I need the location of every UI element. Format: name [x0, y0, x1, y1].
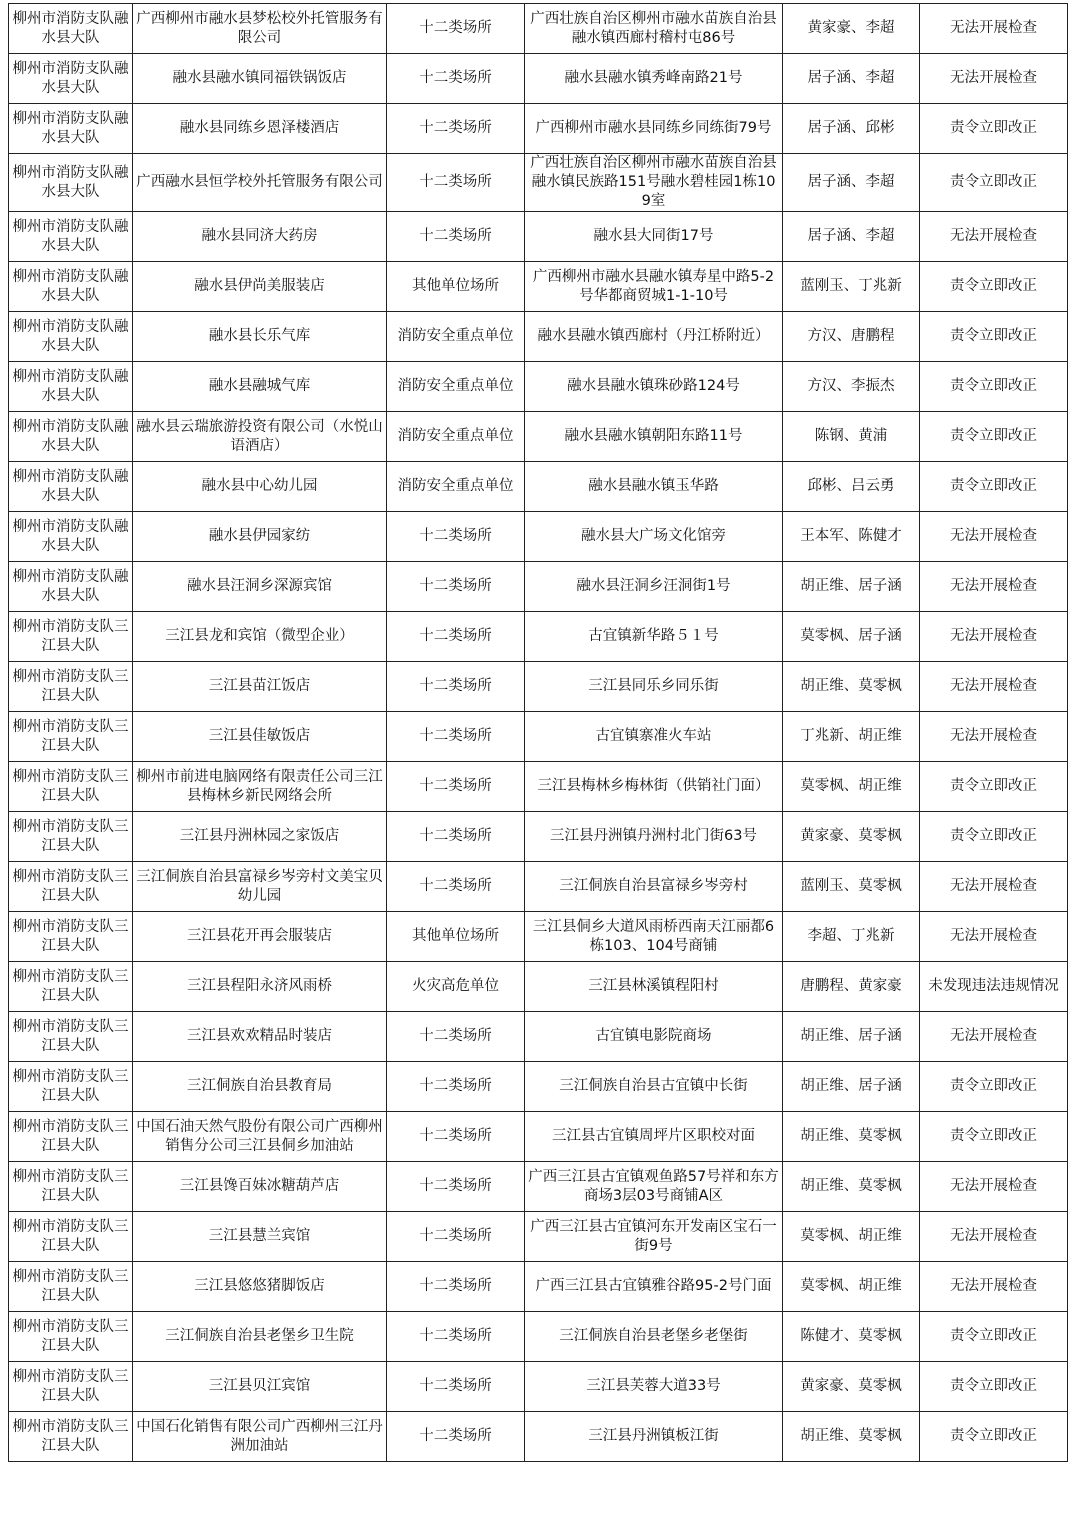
site-type-cell: 十二类场所 [387, 1212, 525, 1262]
result-cell: 责令立即改正 [920, 1112, 1068, 1162]
inspectors-cell: 莫零枫、胡正维 [783, 1212, 920, 1262]
result-cell: 无法开展检查 [920, 1212, 1068, 1262]
unit-name-cell: 三江县龙和宾馆（微型企业） [133, 612, 387, 662]
result-cell: 责令立即改正 [920, 1362, 1068, 1412]
address-cell: 古宜镇电影院商场 [525, 1012, 783, 1062]
inspectors-cell: 胡正维、居子涵 [783, 562, 920, 612]
department-cell: 柳州市消防支队三江县大队 [9, 612, 133, 662]
unit-name-cell: 三江县悠悠猪脚饭店 [133, 1262, 387, 1312]
address-cell: 三江县丹洲镇丹洲村北门街63号 [525, 812, 783, 862]
department-cell: 柳州市消防支队三江县大队 [9, 1262, 133, 1312]
address-cell: 三江县林溪镇程阳村 [525, 962, 783, 1012]
result-cell: 无法开展检查 [920, 4, 1068, 54]
table-row [9, 154, 1068, 212]
address-cell: 广西壮族自治区柳州市融水苗族自治县融水镇西廊村稽村屯86号 [525, 4, 783, 54]
department-cell: 柳州市消防支队三江县大队 [9, 912, 133, 962]
unit-name-cell: 柳州市前进电脑网络有限责任公司三江县梅林乡新民网络会所 [133, 762, 387, 812]
table-row [9, 812, 1068, 862]
table-row [9, 1012, 1068, 1062]
inspectors-cell: 黄家豪、莫零枫 [783, 812, 920, 862]
result-cell: 责令立即改正 [920, 312, 1068, 362]
site-type-cell: 十二类场所 [387, 4, 525, 54]
table-row [9, 212, 1068, 262]
inspectors-cell: 陈钢、黄浦 [783, 412, 920, 462]
department-cell: 柳州市消防支队三江县大队 [9, 1162, 133, 1212]
inspectors-cell: 黄家豪、莫零枫 [783, 1362, 920, 1412]
table-row [9, 1212, 1068, 1262]
inspectors-cell: 居子涵、李超 [783, 212, 920, 262]
department-cell: 柳州市消防支队三江县大队 [9, 1412, 133, 1462]
inspectors-cell: 蓝刚玉、丁兆新 [783, 262, 920, 312]
table-row [9, 962, 1068, 1012]
site-type-cell: 十二类场所 [387, 1362, 525, 1412]
unit-name-cell: 融水县伊尚美服装店 [133, 262, 387, 312]
table-row [9, 912, 1068, 962]
inspectors-cell: 胡正维、居子涵 [783, 1062, 920, 1112]
site-type-cell: 十二类场所 [387, 1412, 525, 1462]
inspectors-cell: 丁兆新、胡正维 [783, 712, 920, 762]
result-cell: 无法开展检查 [920, 712, 1068, 762]
site-type-cell: 消防安全重点单位 [387, 412, 525, 462]
address-cell: 古宜镇寨准火车站 [525, 712, 783, 762]
department-cell: 柳州市消防支队三江县大队 [9, 762, 133, 812]
address-cell: 融水县融水镇西廊村（丹江桥附近） [525, 312, 783, 362]
table-body [9, 4, 1068, 1462]
department-cell: 柳州市消防支队三江县大队 [9, 812, 133, 862]
address-cell: 广西三江县古宜镇观鱼路57号祥和东方商场3层03号商铺A区 [525, 1162, 783, 1212]
table-row [9, 1362, 1068, 1412]
table-row [9, 1412, 1068, 1462]
site-type-cell: 十二类场所 [387, 1012, 525, 1062]
table-row [9, 712, 1068, 762]
inspectors-cell: 莫零枫、胡正维 [783, 762, 920, 812]
inspectors-cell: 胡正维、莫零枫 [783, 662, 920, 712]
inspectors-cell: 陈健才、莫零枫 [783, 1312, 920, 1362]
result-cell: 无法开展检查 [920, 512, 1068, 562]
result-cell: 责令立即改正 [920, 154, 1068, 212]
result-cell: 责令立即改正 [920, 1412, 1068, 1462]
address-cell: 广西三江县古宜镇雅谷路95-2号门面 [525, 1262, 783, 1312]
department-cell: 柳州市消防支队三江县大队 [9, 1362, 133, 1412]
address-cell: 融水县融水镇朝阳东路11号 [525, 412, 783, 462]
inspectors-cell: 方汉、唐鹏程 [783, 312, 920, 362]
result-cell: 责令立即改正 [920, 104, 1068, 154]
result-cell: 无法开展检查 [920, 612, 1068, 662]
site-type-cell: 消防安全重点单位 [387, 312, 525, 362]
table-row [9, 262, 1068, 312]
result-cell: 责令立即改正 [920, 1312, 1068, 1362]
address-cell: 融水县汪洞乡汪洞街1号 [525, 562, 783, 612]
table-row [9, 1112, 1068, 1162]
department-cell: 柳州市消防支队三江县大队 [9, 862, 133, 912]
address-cell: 三江县丹洲镇板江街 [525, 1412, 783, 1462]
site-type-cell: 十二类场所 [387, 1162, 525, 1212]
site-type-cell: 十二类场所 [387, 862, 525, 912]
table-row [9, 412, 1068, 462]
address-cell: 广西壮族自治区柳州市融水苗族自治县融水镇民族路151号融水碧桂园1栋109室 [525, 154, 783, 212]
department-cell: 柳州市消防支队融水县大队 [9, 362, 133, 412]
site-type-cell: 其他单位场所 [387, 262, 525, 312]
department-cell: 柳州市消防支队三江县大队 [9, 712, 133, 762]
table-row [9, 1162, 1068, 1212]
site-type-cell: 十二类场所 [387, 812, 525, 862]
unit-name-cell: 三江县贝江宾馆 [133, 1362, 387, 1412]
result-cell: 责令立即改正 [920, 812, 1068, 862]
table-row [9, 612, 1068, 662]
table-row [9, 362, 1068, 412]
address-cell: 三江侗族自治县古宜镇中长街 [525, 1062, 783, 1112]
address-cell: 古宜镇新华路５１号 [525, 612, 783, 662]
department-cell: 柳州市消防支队融水县大队 [9, 512, 133, 562]
department-cell: 柳州市消防支队三江县大队 [9, 1112, 133, 1162]
site-type-cell: 十二类场所 [387, 54, 525, 104]
table-row [9, 1062, 1068, 1112]
result-cell: 无法开展检查 [920, 212, 1068, 262]
unit-name-cell: 广西柳州市融水县梦松校外托管服务有限公司 [133, 4, 387, 54]
inspectors-cell: 方汉、李振杰 [783, 362, 920, 412]
department-cell: 柳州市消防支队三江县大队 [9, 662, 133, 712]
site-type-cell: 火灾高危单位 [387, 962, 525, 1012]
unit-name-cell: 三江县花开再会服装店 [133, 912, 387, 962]
table-row [9, 562, 1068, 612]
inspectors-cell: 胡正维、莫零枫 [783, 1162, 920, 1212]
table-row [9, 54, 1068, 104]
department-cell: 柳州市消防支队融水县大队 [9, 412, 133, 462]
unit-name-cell: 三江侗族自治县富禄乡岑旁村文美宝贝幼儿园 [133, 862, 387, 912]
result-cell: 无法开展检查 [920, 562, 1068, 612]
department-cell: 柳州市消防支队融水县大队 [9, 562, 133, 612]
result-cell: 无法开展检查 [920, 862, 1068, 912]
result-cell: 责令立即改正 [920, 262, 1068, 312]
unit-name-cell: 三江县苗江饭店 [133, 662, 387, 712]
address-cell: 融水县大同街17号 [525, 212, 783, 262]
unit-name-cell: 融水县融水镇同福铁锅饭店 [133, 54, 387, 104]
department-cell: 柳州市消防支队三江县大队 [9, 1312, 133, 1362]
unit-name-cell: 三江县欢欢精品时装店 [133, 1012, 387, 1062]
address-cell: 融水县融水镇秀峰南路21号 [525, 54, 783, 104]
address-cell: 融水县融水镇珠砂路124号 [525, 362, 783, 412]
site-type-cell: 十二类场所 [387, 212, 525, 262]
inspectors-cell: 胡正维、居子涵 [783, 1012, 920, 1062]
site-type-cell: 其他单位场所 [387, 912, 525, 962]
address-cell: 三江县梅林乡梅林街（供销社门面） [525, 762, 783, 812]
unit-name-cell: 中国石化销售有限公司广西柳州三江丹洲加油站 [133, 1412, 387, 1462]
site-type-cell: 十二类场所 [387, 104, 525, 154]
result-cell: 责令立即改正 [920, 462, 1068, 512]
inspectors-cell: 莫零枫、居子涵 [783, 612, 920, 662]
unit-name-cell: 三江县佳敏饭店 [133, 712, 387, 762]
site-type-cell: 十二类场所 [387, 1062, 525, 1112]
result-cell: 无法开展检查 [920, 1262, 1068, 1312]
inspectors-cell: 莫零枫、胡正维 [783, 1262, 920, 1312]
site-type-cell: 十二类场所 [387, 712, 525, 762]
unit-name-cell: 融水县中心幼儿园 [133, 462, 387, 512]
department-cell: 柳州市消防支队融水县大队 [9, 212, 133, 262]
result-cell: 无法开展检查 [920, 912, 1068, 962]
unit-name-cell: 融水县长乐气库 [133, 312, 387, 362]
address-cell: 广西柳州市融水县融水镇寿星中路5-2号华都商贸城1-1-10号 [525, 262, 783, 312]
address-cell: 三江县同乐乡同乐街 [525, 662, 783, 712]
table-row [9, 512, 1068, 562]
unit-name-cell: 三江县程阳永济风雨桥 [133, 962, 387, 1012]
unit-name-cell: 三江侗族自治县老堡乡卫生院 [133, 1312, 387, 1362]
unit-name-cell: 三江县馋百妹冰糖葫芦店 [133, 1162, 387, 1212]
unit-name-cell: 中国石油天然气股份有限公司广西柳州销售分公司三江县侗乡加油站 [133, 1112, 387, 1162]
department-cell: 柳州市消防支队融水县大队 [9, 312, 133, 362]
table-row [9, 862, 1068, 912]
inspectors-cell: 李超、丁兆新 [783, 912, 920, 962]
result-cell: 无法开展检查 [920, 662, 1068, 712]
result-cell: 责令立即改正 [920, 1062, 1068, 1112]
department-cell: 柳州市消防支队三江县大队 [9, 1062, 133, 1112]
unit-name-cell: 融水县融城气库 [133, 362, 387, 412]
unit-name-cell: 融水县汪洞乡深源宾馆 [133, 562, 387, 612]
address-cell: 三江县古宜镇周坪片区职校对面 [525, 1112, 783, 1162]
department-cell: 柳州市消防支队融水县大队 [9, 4, 133, 54]
address-cell: 三江县侗乡大道风雨桥西南天江丽都6栋103、104号商铺 [525, 912, 783, 962]
department-cell: 柳州市消防支队融水县大队 [9, 104, 133, 154]
address-cell: 融水县大广场文化馆旁 [525, 512, 783, 562]
unit-name-cell: 融水县同济大药房 [133, 212, 387, 262]
unit-name-cell: 融水县云瑞旅游投资有限公司（水悦山语酒店） [133, 412, 387, 462]
site-type-cell: 十二类场所 [387, 154, 525, 212]
site-type-cell: 十二类场所 [387, 762, 525, 812]
address-cell: 三江县芙蓉大道33号 [525, 1362, 783, 1412]
result-cell: 无法开展检查 [920, 1162, 1068, 1212]
inspectors-cell: 唐鹏程、黄家豪 [783, 962, 920, 1012]
table-row [9, 462, 1068, 512]
table-row [9, 762, 1068, 812]
site-type-cell: 十二类场所 [387, 562, 525, 612]
result-cell: 无法开展检查 [920, 1012, 1068, 1062]
unit-name-cell: 广西融水县恒学校外托管服务有限公司 [133, 154, 387, 212]
inspectors-cell: 居子涵、李超 [783, 54, 920, 104]
inspectors-cell: 邱彬、吕云勇 [783, 462, 920, 512]
inspectors-cell: 黄家豪、李超 [783, 4, 920, 54]
table-row [9, 312, 1068, 362]
site-type-cell: 十二类场所 [387, 512, 525, 562]
unit-name-cell: 三江县慧兰宾馆 [133, 1212, 387, 1262]
department-cell: 柳州市消防支队三江县大队 [9, 1012, 133, 1062]
unit-name-cell: 融水县同练乡恩泽楼酒店 [133, 104, 387, 154]
address-cell: 广西三江县古宜镇河东开发南区宝石一街9号 [525, 1212, 783, 1262]
table-row [9, 662, 1068, 712]
site-type-cell: 十二类场所 [387, 662, 525, 712]
table-row [9, 4, 1068, 54]
table-row [9, 1262, 1068, 1312]
department-cell: 柳州市消防支队融水县大队 [9, 262, 133, 312]
unit-name-cell: 三江侗族自治县教育局 [133, 1062, 387, 1112]
site-type-cell: 十二类场所 [387, 1262, 525, 1312]
table-row [9, 104, 1068, 154]
address-cell: 融水县融水镇玉华路 [525, 462, 783, 512]
address-cell: 三江侗族自治县富禄乡岑旁村 [525, 862, 783, 912]
inspectors-cell: 胡正维、莫零枫 [783, 1112, 920, 1162]
site-type-cell: 十二类场所 [387, 1112, 525, 1162]
site-type-cell: 十二类场所 [387, 612, 525, 662]
department-cell: 柳州市消防支队融水县大队 [9, 154, 133, 212]
site-type-cell: 消防安全重点单位 [387, 462, 525, 512]
department-cell: 柳州市消防支队融水县大队 [9, 54, 133, 104]
result-cell: 责令立即改正 [920, 362, 1068, 412]
result-cell: 责令立即改正 [920, 762, 1068, 812]
site-type-cell: 消防安全重点单位 [387, 362, 525, 412]
department-cell: 柳州市消防支队三江县大队 [9, 1212, 133, 1262]
department-cell: 柳州市消防支队融水县大队 [9, 462, 133, 512]
inspectors-cell: 居子涵、李超 [783, 154, 920, 212]
inspectors-cell: 居子涵、邱彬 [783, 104, 920, 154]
table-row [9, 1312, 1068, 1362]
result-cell: 无法开展检查 [920, 54, 1068, 104]
site-type-cell: 十二类场所 [387, 1312, 525, 1362]
inspectors-cell: 王本军、陈健才 [783, 512, 920, 562]
unit-name-cell: 融水县伊园家纺 [133, 512, 387, 562]
address-cell: 三江侗族自治县老堡乡老堡街 [525, 1312, 783, 1362]
unit-name-cell: 三江县丹洲林园之家饭店 [133, 812, 387, 862]
inspectors-cell: 蓝刚玉、莫零枫 [783, 862, 920, 912]
department-cell: 柳州市消防支队三江县大队 [9, 962, 133, 1012]
result-cell: 责令立即改正 [920, 412, 1068, 462]
result-cell: 未发现违法违规情况 [920, 962, 1068, 1012]
inspectors-cell: 胡正维、莫零枫 [783, 1412, 920, 1462]
address-cell: 广西柳州市融水县同练乡同练街79号 [525, 104, 783, 154]
inspection-table [8, 3, 1068, 1462]
